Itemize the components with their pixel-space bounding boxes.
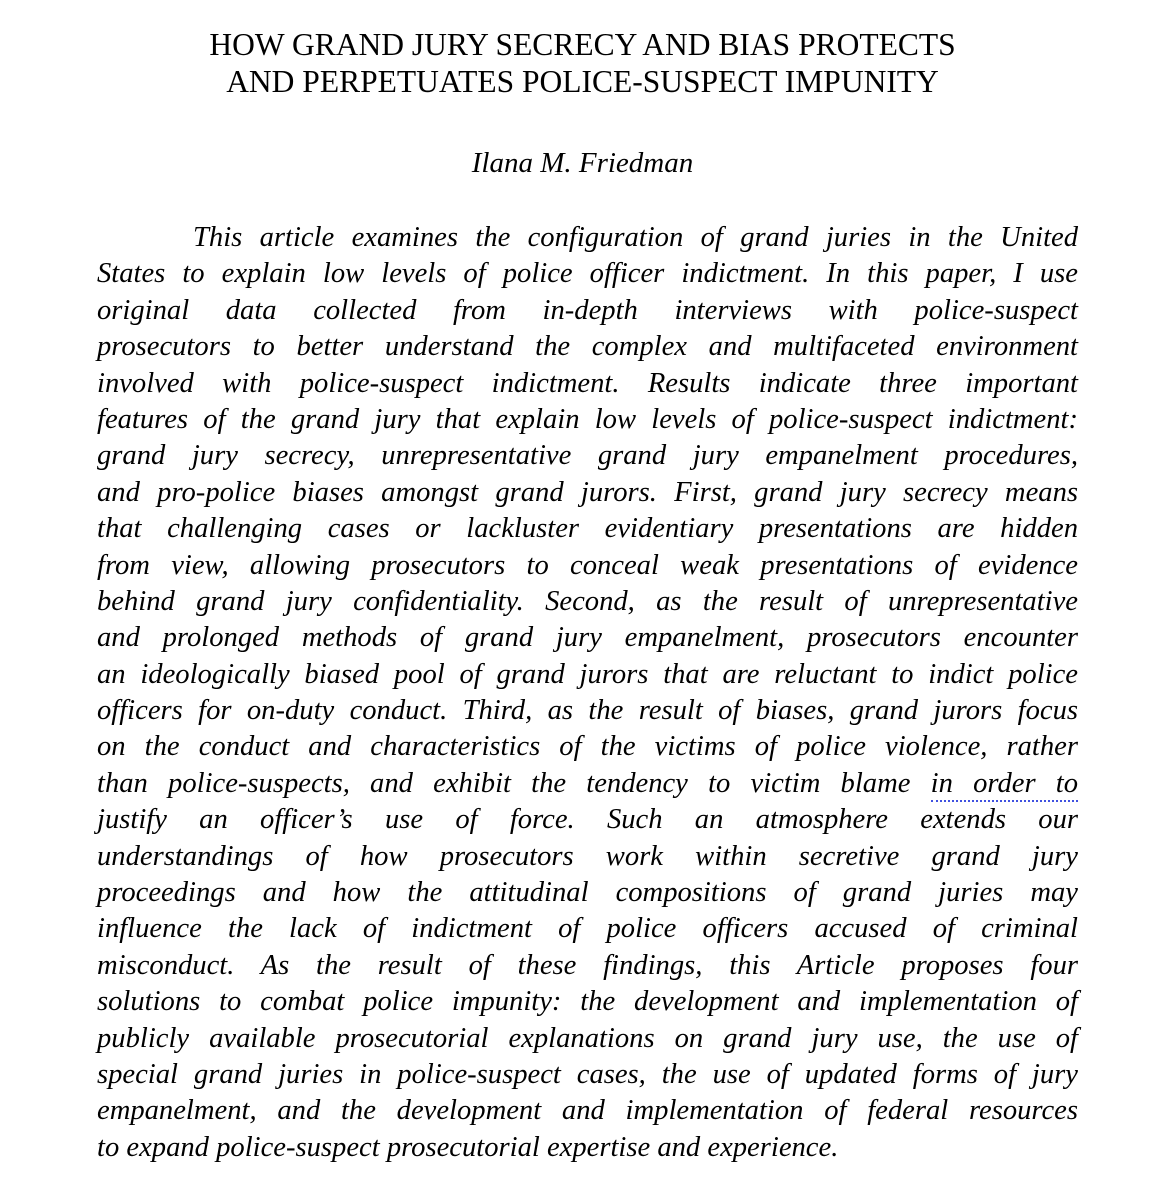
abstract-line: that challenging cases or lackluster evidentiary presentations are hidden [97, 513, 1078, 545]
abstract-line: empanelment, and the development and implementation of federal resources [97, 1095, 1078, 1127]
title-line-2: AND PERPETUATES POLICE-SUSPECT IMPUNITY [226, 64, 939, 99]
author-name: Ilana M. Friedman [471, 147, 694, 179]
abstract-line: publicly available prosecutorial explanations on grand jury use, the use of [97, 1022, 1078, 1054]
abstract-line: special grand juries in police-suspect cases, the use of updated forms of jury [97, 1058, 1078, 1090]
abstract-line: behind grand jury confidentiality. Second, as the result of unrepresentative [97, 585, 1078, 617]
grammar-suggestion-underline[interactable]: in order to [931, 768, 1078, 802]
abstract-line: officers for on-duty conduct. Third, as the result of biases, grand jurors focus [97, 695, 1078, 727]
abstract-line: prosecutors to better understand the complex and multifaceted environment [97, 331, 1078, 363]
abstract-line: justify an officer’s use of force. Such an atmosphere extends our [97, 804, 1078, 836]
abstract-line: on the conduct and characteristics of the victims of police violence, rather [97, 731, 1078, 763]
article-title [0, 26, 1165, 100]
abstract-line: an ideologically biased pool of grand jurors that are reluctant to indict police [97, 658, 1078, 690]
abstract-line-text: than police-suspects, and exhibit the tendency to victim blame [97, 767, 911, 799]
abstract-line: features of the grand jury that explain low levels of police-suspect indictment: [97, 403, 1078, 435]
abstract-body [97, 220, 1078, 1166]
abstract-line: and pro-police biases amongst grand jurors. First, grand jury secrecy means [97, 476, 1078, 508]
abstract-line: understandings of how prosecutors work within secretive grand jury [97, 840, 1078, 872]
abstract-line: influence the lack of indictment of police officers accused of criminal [97, 913, 1078, 945]
title-line-1: HOW GRAND JURY SECRECY AND BIAS PROTECTS [209, 27, 956, 62]
abstract-line: This article examines the configuration of grand juries in the United [193, 222, 1078, 253]
abstract-line: proceedings and how the attitudinal compositions of grand juries may [97, 877, 1078, 909]
abstract-line: to expand police-suspect prosecutorial expertise and experience. [97, 1131, 839, 1163]
abstract-line: misconduct. As the result of these findings, this Article proposes four [97, 949, 1078, 981]
abstract-line-with-flag [97, 766, 1078, 802]
abstract-line: solutions to combat police impunity: the development and implementation of [97, 986, 1078, 1018]
abstract-line: original data collected from in-depth interviews with police-suspect [97, 294, 1078, 326]
abstract-line: States to explain low levels of police officer indictment. In this paper, I use [97, 258, 1078, 290]
abstract-line: grand jury secrecy, unrepresentative grand jury empanelment procedures, [97, 440, 1078, 472]
abstract-line: and prolonged methods of grand jury empanelment, prosecutors encounter [97, 622, 1078, 654]
abstract-line: from view, allowing prosecutors to conceal weak presentations of evidence [97, 549, 1078, 581]
abstract-line: involved with police-suspect indictment. Results indicate three important [97, 367, 1078, 399]
